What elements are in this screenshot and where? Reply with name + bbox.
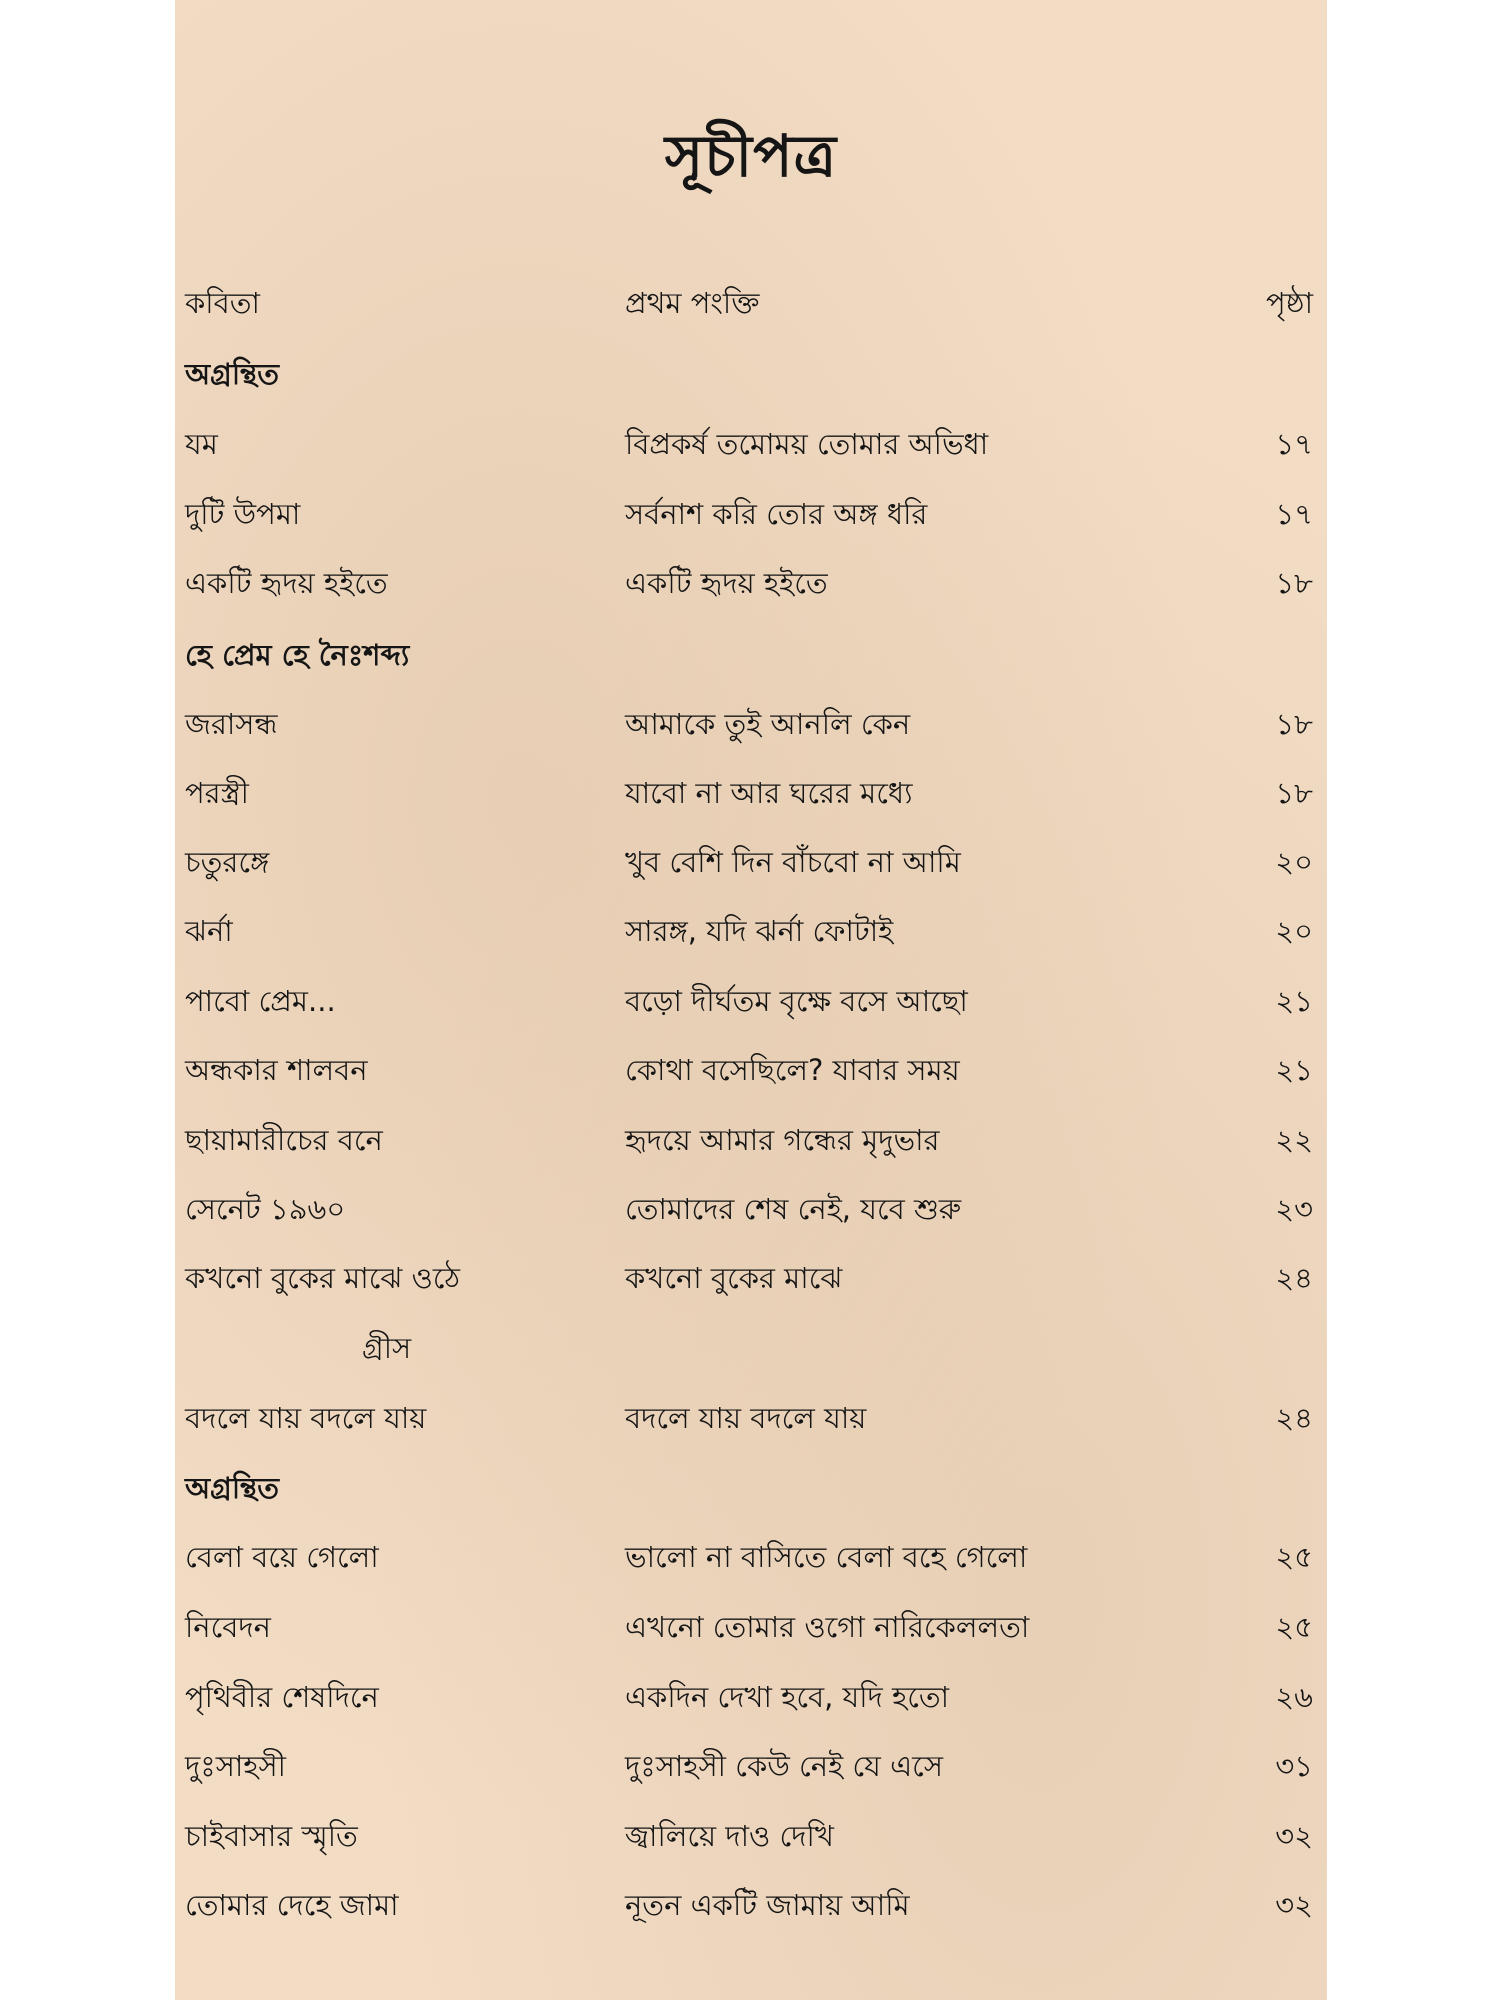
poem-title: চতুরঙ্গে [185,845,270,879]
page-number: ২২ [1275,1123,1313,1157]
toc-entry [175,1532,1327,1582]
page-title: সূচীপত্র [664,122,838,190]
toc-entry [175,1393,1327,1443]
toc-entry [175,419,1327,469]
first-line: খুব বেশি দিন বাঁচবো না আমি [625,845,961,879]
first-line: তোমাদের শেষ নেই, যবে শুরু [625,1192,962,1226]
book-page [175,0,1327,2000]
first-line: দুঃসাহসী কেউ নেই যে এসে [625,1749,943,1783]
toc-entry [175,1880,1327,1930]
header-first-line: প্রথম পংক্তি [625,286,760,320]
first-line: একটি হৃদয় হইতে [625,566,828,600]
toc-entry [175,489,1327,539]
poem-title: চাইবাসার স্মৃতি [185,1819,358,1853]
toc-entry [175,1672,1327,1722]
first-line: ভালো না বাসিতে বেলা বহে গেলো [625,1540,1028,1574]
poem-title: তোমার দেহে জামা [185,1888,399,1922]
first-line: এখনো তোমার ওগো নারিকেললতা [625,1610,1030,1644]
page-number: ৩২ [1275,1888,1313,1922]
toc-entry-continuation [175,1323,1327,1373]
toc-entry [175,837,1327,887]
toc-entry [175,558,1327,608]
page-number: ৩২ [1275,1819,1313,1853]
poem-title: অন্ধকার শালবন [185,1053,368,1087]
poem-title: কখনো বুকের মাঝে ওঠে [185,1261,461,1295]
first-line: জ্বালিয়ে দাও দেখি [625,1819,834,1853]
toc-entry [175,1602,1327,1652]
page-number: ২০ [1275,845,1313,879]
toc-entry [175,768,1327,818]
poem-title: জরাসন্ধ [185,707,278,741]
first-line: নূতন একটি জামায় আমি [625,1888,910,1922]
page-number: ১৮ [1275,566,1313,600]
page-number: ১৭ [1275,427,1313,461]
toc-entry [175,699,1327,749]
section-heading [175,630,1327,680]
page-number: ১৮ [1275,707,1313,741]
page-number: ২১ [1275,1053,1313,1087]
poem-title: দুটি উপমা [185,497,301,531]
poem-title: সেনেট ১৯৬০ [185,1192,346,1226]
poem-title: বেলা বয়ে গেলো [185,1540,379,1574]
poem-title: পৃথিবীর শেষদিনে [185,1680,379,1714]
toc-entry [175,1045,1327,1095]
section-heading [175,349,1327,399]
first-line: কখনো বুকের মাঝে [625,1261,843,1295]
page-number: ২৪ [1275,1401,1313,1435]
page-number: ১৭ [1275,497,1313,531]
toc-entry [175,1811,1327,1861]
toc-entry [175,976,1327,1026]
poem-title: নিবেদন [185,1610,271,1644]
poem-title: পাবো প্রেম... [185,984,336,1018]
column-header-row [175,278,1327,328]
page-number: ২০ [1275,914,1313,948]
poem-title: যম [185,427,218,461]
toc-entry [175,1253,1327,1303]
page-number: ২৬ [1275,1680,1313,1714]
poem-title: ঝর্না [185,914,233,948]
first-line: সর্বনাশ করি তোর অঙ্গ ধরি [625,497,928,531]
page-number: ২৫ [1275,1540,1313,1574]
first-line: হৃদয়ে আমার গন্ধের মৃদুভার [625,1123,940,1157]
section-heading [175,1463,1327,1513]
first-line: বিপ্রকর্ষ তমোময় তোমার অভিধা [625,427,989,461]
poem-title: পরস্ত্রী [185,776,249,810]
header-page: পৃষ্ঠা [1266,286,1313,320]
first-line: যাবো না আর ঘরের মধ্যে [625,776,913,810]
poem-title: বদলে যায় বদলে যায় [185,1401,427,1435]
toc-entry [175,1115,1327,1165]
poem-title-continuation: গ্রীস [362,1331,412,1365]
first-line: বড়ো দীর্ঘতম বৃক্ষে বসে আছো [625,984,968,1018]
toc-entry [175,906,1327,956]
header-poem: কবিতা [185,286,260,320]
section-title: অগ্রন্থিত [185,1471,280,1505]
page-number: ২৪ [1275,1261,1313,1295]
poem-title: ছায়ামারীচের বনে [185,1123,383,1157]
page-number: ২১ [1275,984,1313,1018]
poem-title: একটি হৃদয় হইতে [185,566,388,600]
first-line: বদলে যায় বদলে যায় [625,1401,867,1435]
toc-entry [175,1741,1327,1791]
section-title: অগ্রন্থিত [185,357,280,391]
section-title: হে প্রেম হে নৈঃশব্দ্য [185,638,410,672]
page-number: ৩১ [1275,1749,1313,1783]
first-line: আমাকে তুই আনলি কেন [625,707,911,741]
toc-entry [175,1184,1327,1234]
page-number: ২৩ [1275,1192,1313,1226]
page-number: ২৫ [1275,1610,1313,1644]
poem-title: দুঃসাহসী [185,1749,286,1783]
first-line: একদিন দেখা হবে, যদি হতো [625,1680,950,1714]
first-line: কোথা বসেছিলে? যাবার সময় [625,1053,960,1087]
first-line: সারঙ্গ, যদি ঝর্না ফোটাই [625,914,894,948]
page-number: ১৮ [1275,776,1313,810]
